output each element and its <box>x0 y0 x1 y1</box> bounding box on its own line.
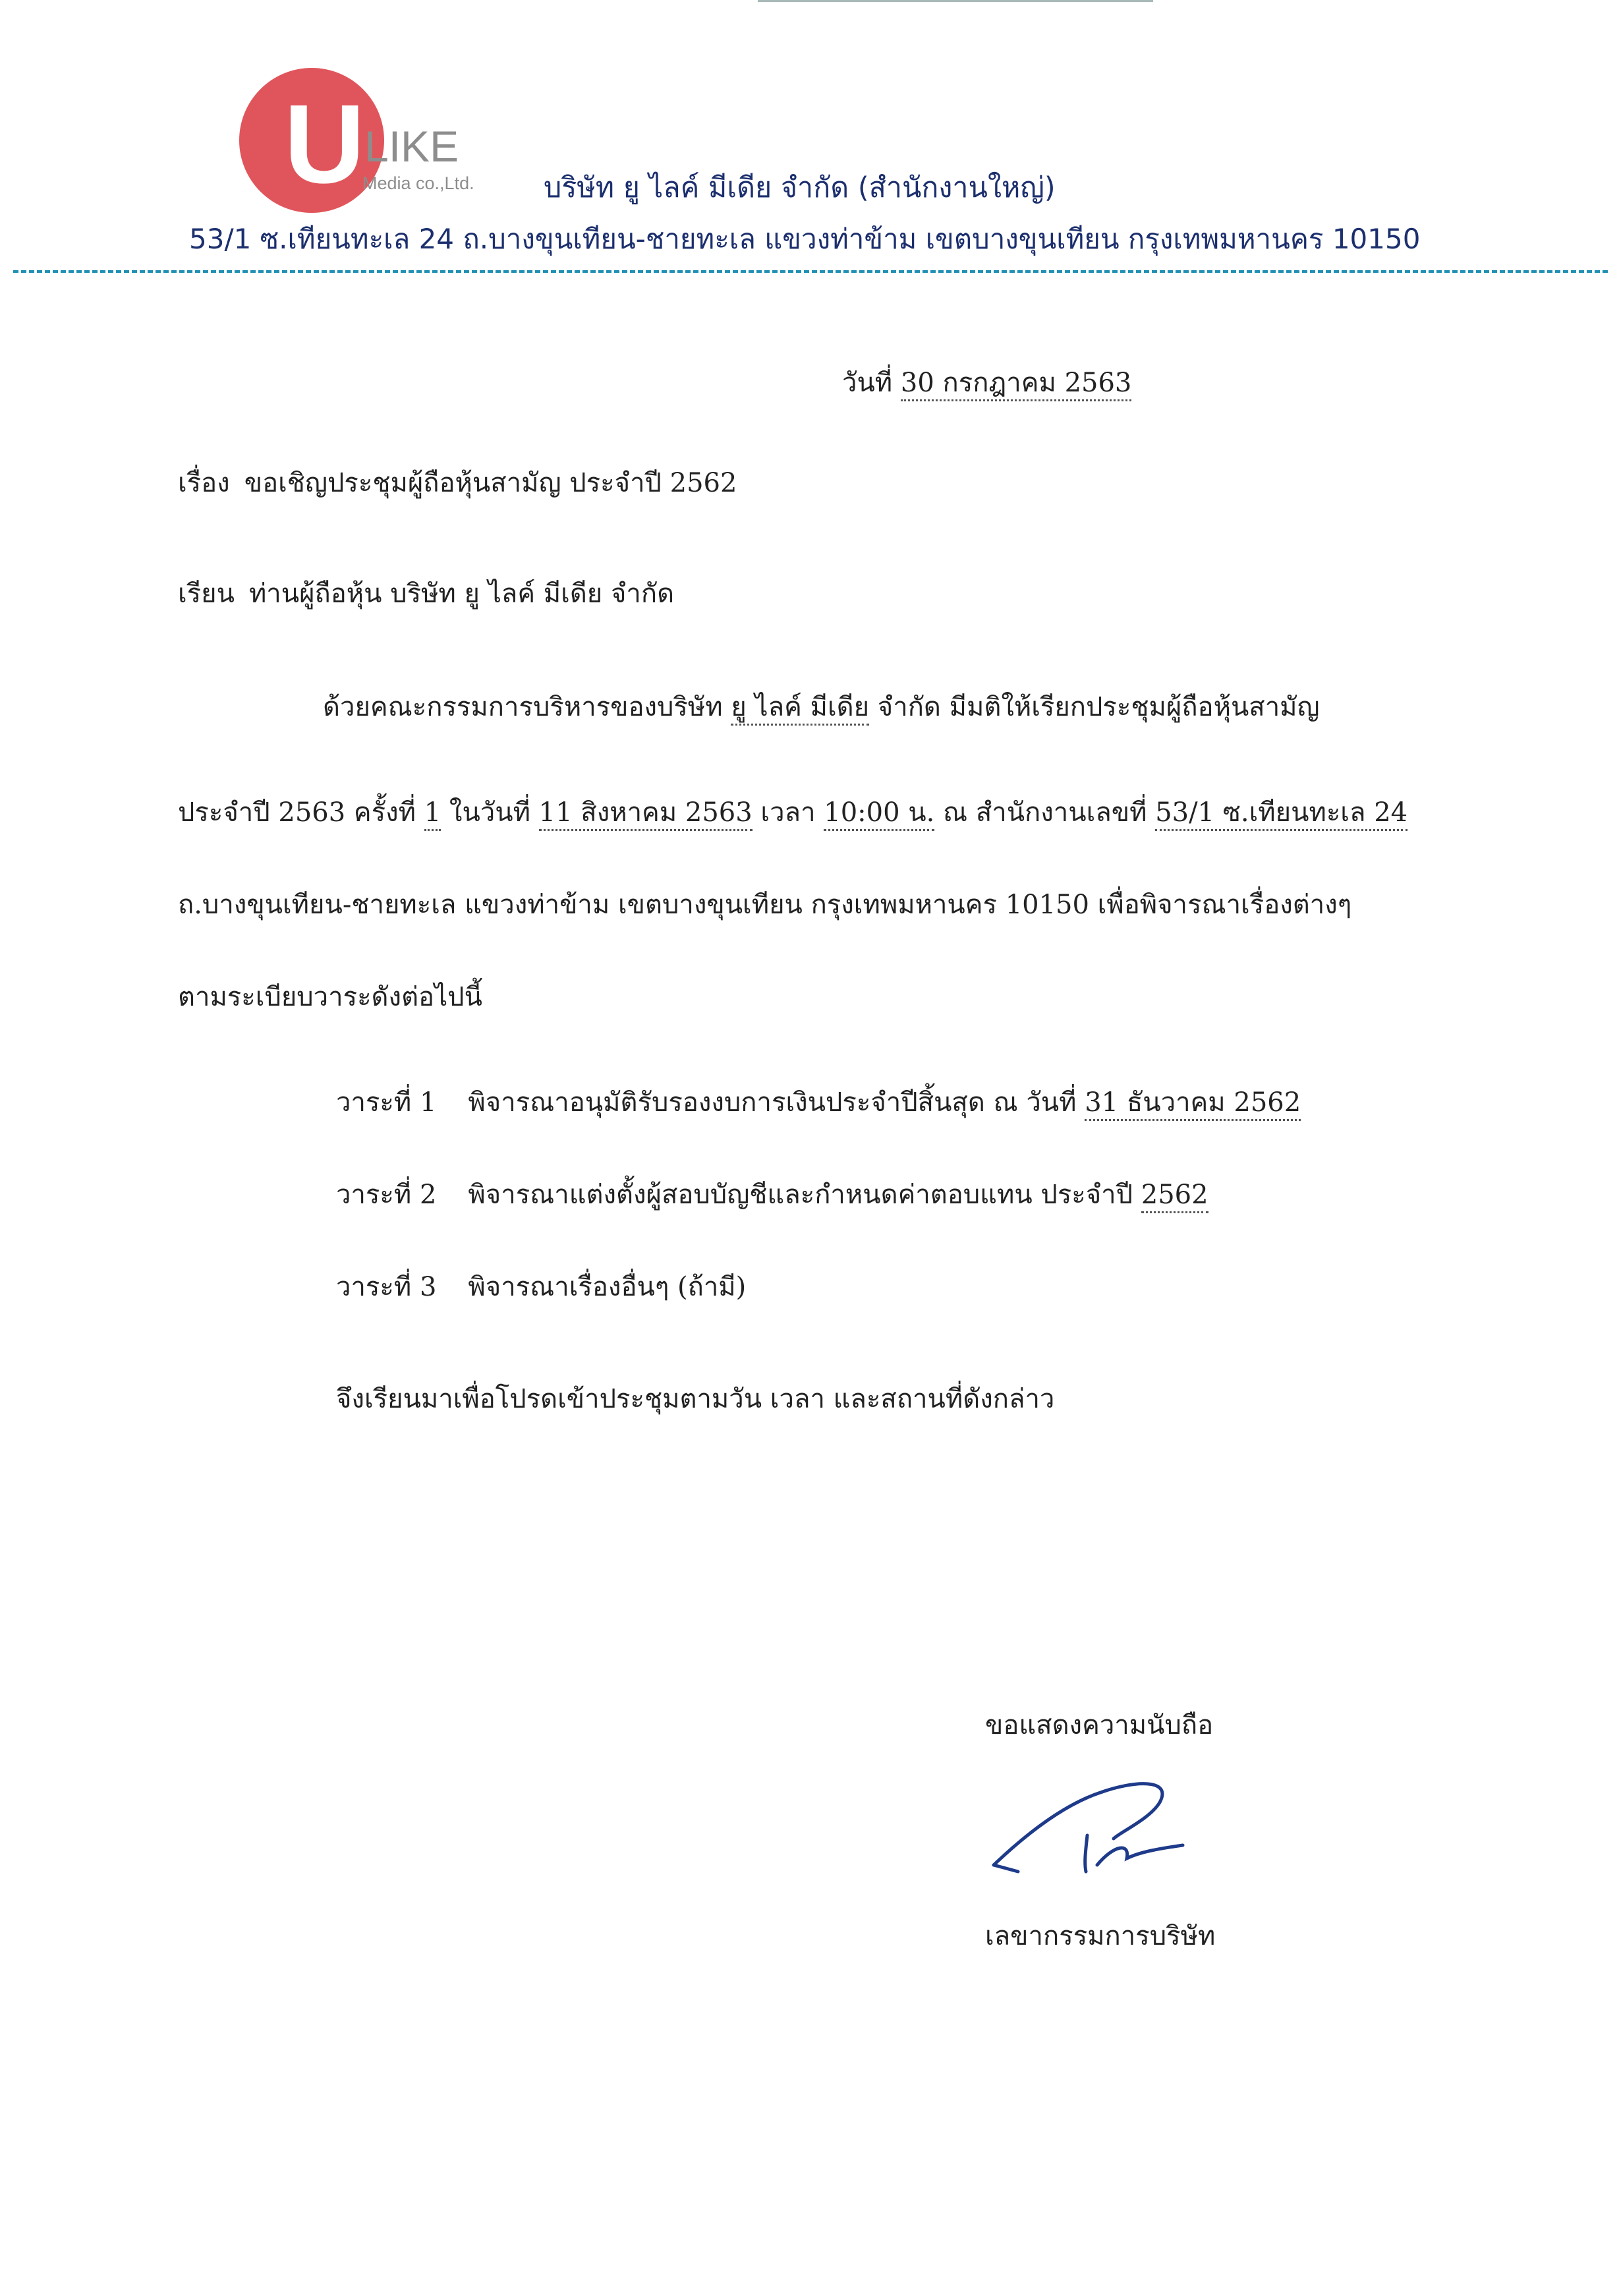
agenda-text: พิจารณาแต่งตั้งผู้สอบบัญชีและกำหนดค่าตอบแทน ประจำปี <box>468 1180 1133 1210</box>
company-logo <box>227 63 497 214</box>
body-paragraph-line-2 <box>178 791 1407 833</box>
complimentary-close: ขอแสดงความนับถือ <box>985 1710 1214 1740</box>
agenda-text: พิจารณาอนุมัติรับรองงบการเงินประจำปีสิ้นสุด ณ วันที่ <box>468 1087 1077 1118</box>
para-text: จำกัด มีมติให้เรียกประชุมผู้ถือหุ้นสามัญ <box>877 692 1320 722</box>
para-text: ณ สำนักงานเลขที่ <box>943 797 1147 828</box>
date-value: 30 กรกฎาคม 2563 <box>901 368 1132 401</box>
logo-letter: U <box>284 82 365 207</box>
salutation-text: ท่านผู้ถือหุ้น บริษัท ยู ไลค์ มีเดีย จำกัด <box>248 579 675 609</box>
agenda-item <box>336 1081 1301 1123</box>
subject-label: เรื่อง <box>178 468 230 498</box>
agenda-label: วาระที่ 2 <box>336 1180 437 1210</box>
agenda-label: วาระที่ 1 <box>336 1087 437 1118</box>
closing-paragraph: จึงเรียนมาเพื่อโปรดเข้าประชุมตามวัน เวลา และสถานที่ดังกล่าว <box>336 1384 1055 1414</box>
para-text: ประจำปี 2563 ครั้งที่ <box>178 797 416 828</box>
agenda-item <box>336 1265 746 1307</box>
body-paragraph-line-1 <box>323 685 1320 728</box>
agenda-label: วาระที่ 3 <box>336 1272 437 1302</box>
agenda-fill: 2562 <box>1141 1180 1208 1213</box>
handwritten-signature <box>982 1766 1232 1885</box>
para-text: เวลา <box>760 797 816 828</box>
para-text: ด้วยคณะกรรมการบริหารของบริษัท <box>323 692 723 722</box>
para-meeting-date: 11 สิงหาคม 2563 <box>539 797 753 831</box>
para-meeting-number: 1 <box>424 797 441 831</box>
company-name: บริษัท ยู ไลค์ มีเดีย จำกัด (สำนักงานใหญ่) <box>544 171 1056 204</box>
signatory-title: เลขากรรมการบริษัท <box>985 1921 1216 1951</box>
agenda-item <box>336 1173 1208 1215</box>
date-prefix: วันที่ <box>842 368 893 398</box>
para-text: ในวันที่ <box>449 797 530 828</box>
para-meeting-time: 10:00 น. <box>824 797 934 831</box>
subject-line <box>178 461 737 503</box>
agenda-text: พิจารณาเรื่องอื่นๆ (ถ้ามี) <box>468 1272 747 1302</box>
logo-sub: Media co.,Ltd. <box>362 173 474 193</box>
company-address: 53/1 ซ.เทียนทะเล 24 ถ.บางขุนเทียน-ชายทะเล แขวงท่าข้าม เขตบางขุนเทียน กรุงเทพมหานคร 10150 <box>189 223 1421 255</box>
letter-date <box>842 361 1131 403</box>
body-paragraph-line-4: ตามระเบียบวาระดังต่อไปนี้ <box>178 982 482 1012</box>
header-divider <box>13 270 1608 273</box>
scan-edge-mark <box>758 0 1153 2</box>
para-company-fill: ยู ไลค์ มีเดีย <box>731 692 869 726</box>
subject-text: ขอเชิญประชุมผู้ถือหุ้นสามัญ ประจำปี 2562 <box>244 468 737 498</box>
salutation-label: เรียน <box>178 579 235 609</box>
salutation-line <box>178 572 674 614</box>
para-meeting-location: 53/1 ซ.เทียนทะเล 24 <box>1155 797 1407 831</box>
body-paragraph-line-3: ถ.บางขุนเทียน-ชายทะเล แขวงท่าข้าม เขตบางขุนเทียน กรุงเทพมหานคร 10150 เพื่อพิจารณาเรื่องต่างๆ <box>178 890 1352 920</box>
agenda-fill: 31 ธันวาคม 2562 <box>1085 1087 1301 1121</box>
logo-word: LIKE <box>364 122 459 171</box>
